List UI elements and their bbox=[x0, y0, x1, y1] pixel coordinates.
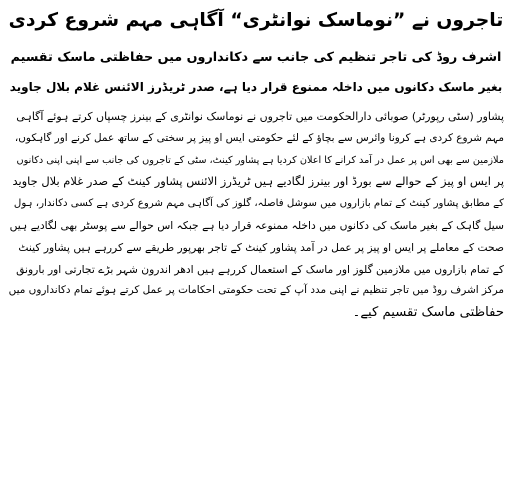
body-line: کے تمام بازاروں میں ملازمین گلوز اور ماسک کے استعمال کررہے ہیں ادھر اندرون شہر بڑے تجارتی اور بارونق bbox=[16, 262, 504, 276]
body-line: پشاور (سٹی رپورٹر) صوبائی دارالحکومت میں تاجروں نے نوماسک نوانٹری کے بینرز چسپاں کرتے ہوئے آگاہی bbox=[16, 110, 504, 123]
body-line: صحت کے معاملے پر ایس او پیز پر عمل در آمد پشاور کینٹ کے تاجر بھرپور طریقے سے کررہے ہیں پشاور کینٹ bbox=[18, 240, 504, 254]
headline-main: تاجروں نے ”نوماسک نوانٹری“ آگاہی مہم شروع کردی bbox=[8, 10, 504, 31]
newspaper-clipping bbox=[8, 4, 504, 476]
article-body bbox=[8, 106, 504, 324]
body-line: کے مطابق پشاور کینٹ کے تمام بازاروں میں سوشل فاصلہ، گلوز کی آگاہی مہم شروع کردی ہے کسی دکاندار، ہول bbox=[13, 198, 504, 210]
headline-sub-1: اشرف روڈ کی تاجر تنظیم کی جانب سے دکانداروں میں حفاظتی ماسک تقسیم bbox=[10, 50, 502, 65]
body-line: سیل گاہک کے بغیر ماسک کی دکانوں میں داخلہ ممنوعہ قرار دیا ہے جبکہ اس حوالے سے پوسٹر بھی لگادیے ہیں bbox=[9, 218, 504, 232]
body-line: مرکز اشرف روڈ میں تاجر تنظیم نے اپنی مدد آپ کے تحت حکومتی احکامات پر عمل کرتے ہوئے تمام دکانداروں میں bbox=[8, 284, 504, 297]
body-line: حفاظتی ماسک تقسیم کیے۔ bbox=[352, 305, 504, 321]
body-line: مہم شروع کردی ہے کرونا وائرس سے بچاؤ کے لئے حکومتی ایس او پیز پر سختی کے ساتھ عمل کرنے اور گاہکوں، bbox=[14, 131, 504, 144]
body-line: پر ایس او پیز کے حوالے سے بورڈ اور بینرز لگادیے ہیں ٹریڈرز الائنس پشاور کینٹ کے صدر غلام بلال جاوید bbox=[12, 174, 504, 189]
headline-sub-2: بغیر ماسک دکانوں میں داخلہ ممنوع قرار دیا ہے، صدر ٹریڈرز الائنس غلام بلال جاوید bbox=[9, 80, 503, 94]
body-line: ملازمین سے بھی اس پر عمل در آمد کرانے کا اعلان کردیا ہے پشاور کینٹ، سٹی کے تاجروں کی جانب سے اپنی اپنی دکانوں bbox=[16, 154, 504, 166]
